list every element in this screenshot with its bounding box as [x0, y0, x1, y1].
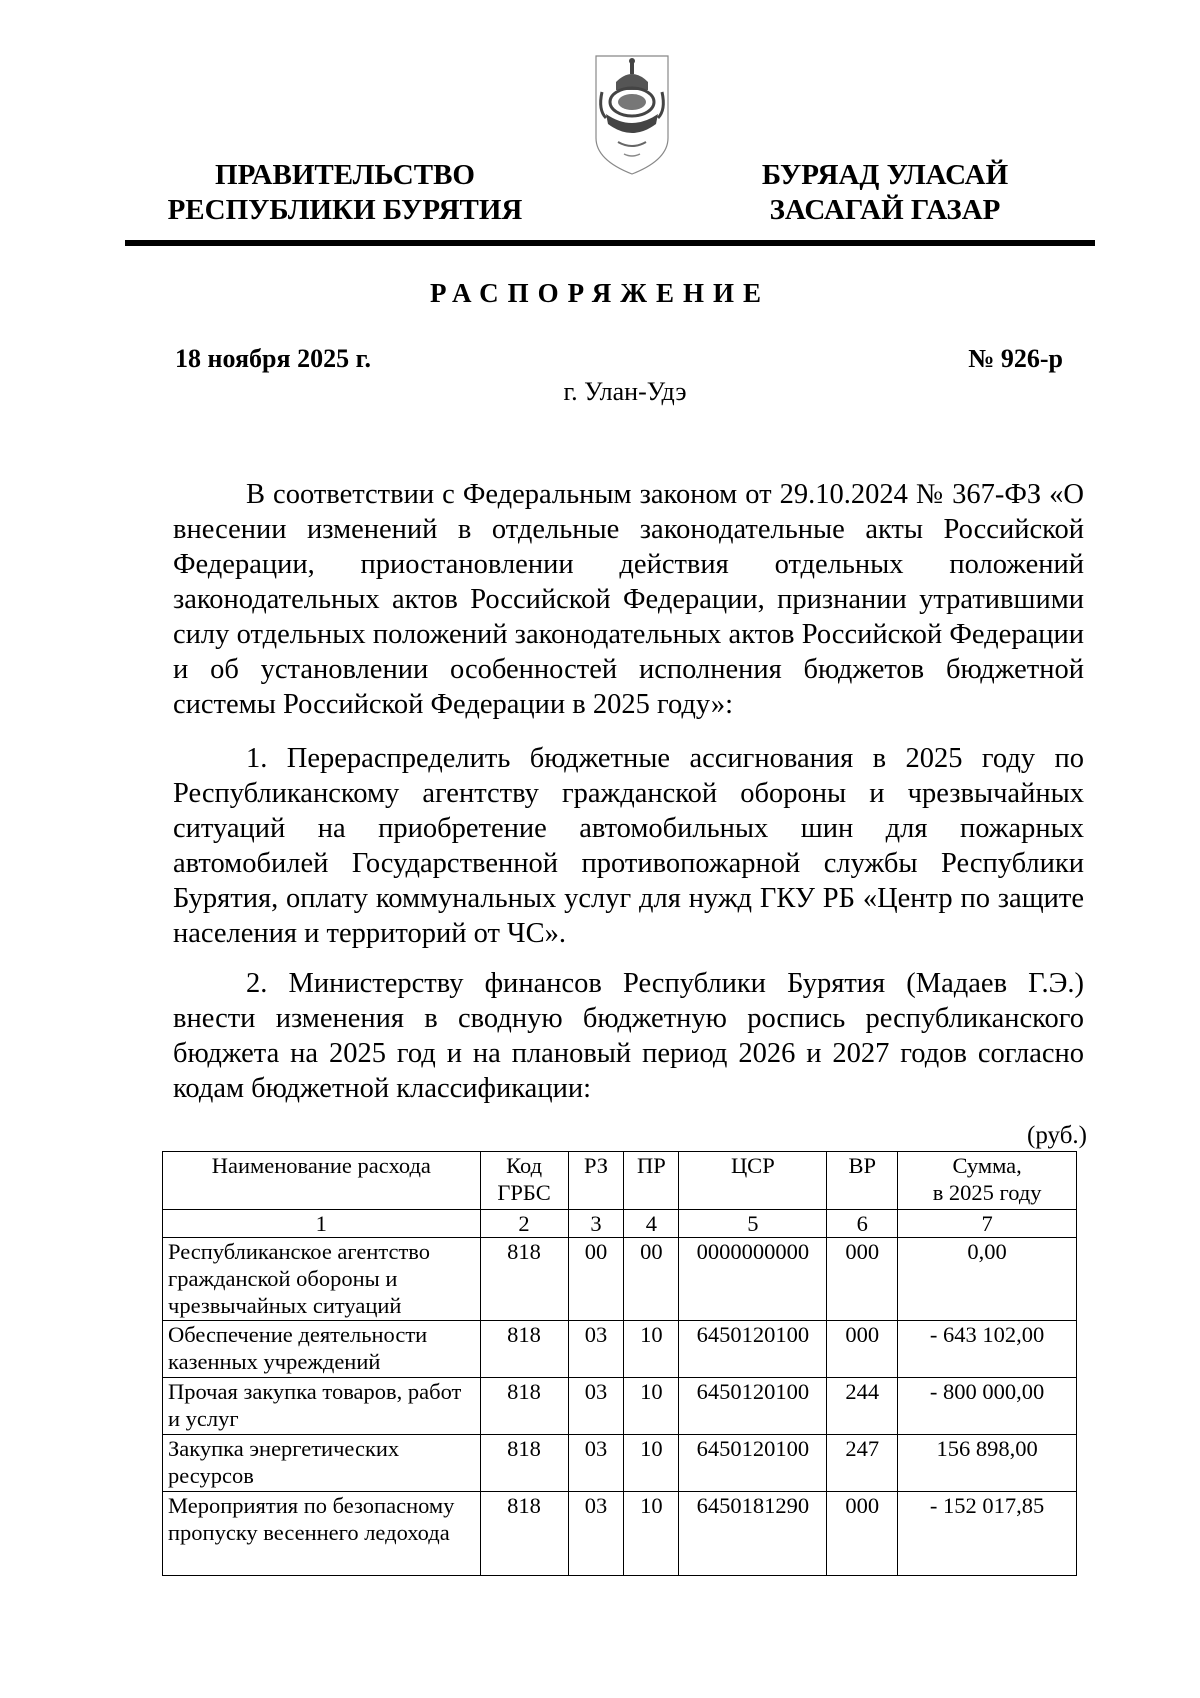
table-row: [163, 1378, 1077, 1435]
header-vr: ВР: [827, 1152, 898, 1210]
index-cell: 1: [163, 1210, 481, 1238]
cell-csr: 6450120100: [679, 1435, 827, 1492]
cell-name: Обеспечение деятельности казенных учреждений: [163, 1321, 481, 1378]
cell-sum: - 800 000,00: [898, 1378, 1077, 1435]
header-grbs-line2: ГРБС: [497, 1180, 551, 1205]
cell-sum: - 643 102,00: [898, 1321, 1077, 1378]
table-row: [163, 1238, 1077, 1321]
cell-name: Закупка энергетических ресурсов: [163, 1435, 481, 1492]
header-sum-line2: в 2025 году: [932, 1180, 1042, 1205]
budget-table: [162, 1151, 1077, 1576]
cell-rz: 03: [568, 1321, 624, 1378]
cell-vr: 244: [827, 1378, 898, 1435]
coat-of-arms-emblem: [590, 52, 674, 178]
document-type: РАСПОРЯЖЕНИЕ: [429, 278, 771, 308]
cell-name: Мероприятия по безопасному пропуску весеннего ледохода: [163, 1492, 481, 1576]
cell-sum: 0,00: [898, 1238, 1077, 1321]
currency-unit: (руб.): [1027, 1122, 1087, 1149]
cell-sum: - 152 017,85: [898, 1492, 1077, 1576]
table-index-row: [163, 1210, 1077, 1238]
cell-rz: 03: [568, 1492, 624, 1576]
cell-vr: 247: [827, 1435, 898, 1492]
item-2-paragraph: 2. Министерству финансов Республики Бурятия (Мадаев Г.Э.) внести изменения в сводную бюджетную роспись республиканского бюджета на 2025 год и на плановый период 2026 и 2027 годов согласно кодам бюджетной классификации:: [173, 968, 1084, 1104]
document-city: г. Улан-Удэ: [563, 377, 687, 406]
index-cell: 4: [624, 1210, 679, 1238]
index-cell: 7: [898, 1210, 1077, 1238]
cell-csr: 0000000000: [679, 1238, 827, 1321]
cell-grbs: 818: [480, 1238, 568, 1321]
cell-rz: 03: [568, 1378, 624, 1435]
cell-grbs: 818: [480, 1378, 568, 1435]
preamble-paragraph: В соответствии с Федеральным законом от 29.10.2024 № 367-ФЗ «О внесении изменений в отдельные законодательные акты Российской Федерации, приостановлении действия отдельных положений законодательных актов Российской Федерации, признании утратившими силу отдельных положений законодательных актов Российской Федерации и об установлении особенностей исполнения бюджетов бюджетной системы Российской Федерации в 2025 году»:: [173, 479, 1084, 720]
header-divider: [125, 240, 1095, 246]
item-1-paragraph: 1. Перераспределить бюджетные ассигнования в 2025 году по Республиканскому агентству гражданской обороны и чрезвычайных ситуаций на приобретение автомобильных шин для пожарных автомобилей Государственной противопожарной службы Республики Бурятия, оплату коммунальных услуг для нужд ГКУ РБ «Центр по защите населения и территорий от ЧС».: [173, 743, 1084, 949]
cell-rz: 00: [568, 1238, 624, 1321]
header-pr: ПР: [624, 1152, 679, 1210]
cell-vr: 000: [827, 1321, 898, 1378]
header-grbs-line1: Код: [506, 1153, 543, 1178]
cell-name: Республиканское агентство гражданской обороны и чрезвычайных ситуаций: [163, 1238, 481, 1321]
index-cell: 2: [480, 1210, 568, 1238]
cell-name: Прочая закупка товаров, работ и услуг: [163, 1378, 481, 1435]
cell-pr: 10: [624, 1321, 679, 1378]
cell-pr: 10: [624, 1435, 679, 1492]
cell-grbs: 818: [480, 1321, 568, 1378]
cell-pr: 00: [624, 1238, 679, 1321]
cell-sum: 156 898,00: [898, 1435, 1077, 1492]
header-grbs: [480, 1152, 568, 1210]
cell-vr: 000: [827, 1492, 898, 1576]
table-row: [163, 1492, 1077, 1576]
cell-rz: 03: [568, 1435, 624, 1492]
cell-grbs: 818: [480, 1492, 568, 1576]
index-cell: 5: [679, 1210, 827, 1238]
index-cell: 3: [568, 1210, 624, 1238]
government-name-buryat-line2: ЗАСАГАЙ ГАЗАР: [769, 194, 1001, 226]
table-row: [163, 1321, 1077, 1378]
government-name-russian: [165, 158, 525, 228]
cell-csr: 6450120100: [679, 1321, 827, 1378]
table-header-row: [163, 1152, 1077, 1210]
header-csr: ЦСР: [679, 1152, 827, 1210]
government-name-buryat: [735, 158, 1035, 228]
index-cell: 6: [827, 1210, 898, 1238]
header-rz: РЗ: [568, 1152, 624, 1210]
cell-pr: 10: [624, 1492, 679, 1576]
cell-grbs: 818: [480, 1435, 568, 1492]
cell-csr: 6450181290: [679, 1492, 827, 1576]
government-name-buryat-line1: БУРЯАД УЛАСАЙ: [761, 159, 1009, 191]
header-name: Наименование расхода: [163, 1152, 481, 1210]
cell-pr: 10: [624, 1378, 679, 1435]
cell-vr: 000: [827, 1238, 898, 1321]
cell-csr: 6450120100: [679, 1378, 827, 1435]
table-row: [163, 1435, 1077, 1492]
header-sum: [898, 1152, 1077, 1210]
header-sum-line1: Сумма,: [952, 1153, 1022, 1178]
document-number: № 926-р: [968, 344, 1063, 373]
government-name-line2: РЕСПУБЛИКИ БУРЯТИЯ: [167, 194, 523, 226]
government-name-line1: ПРАВИТЕЛЬСТВО: [215, 159, 475, 191]
document-date: 18 ноября 2025 г.: [175, 344, 371, 373]
